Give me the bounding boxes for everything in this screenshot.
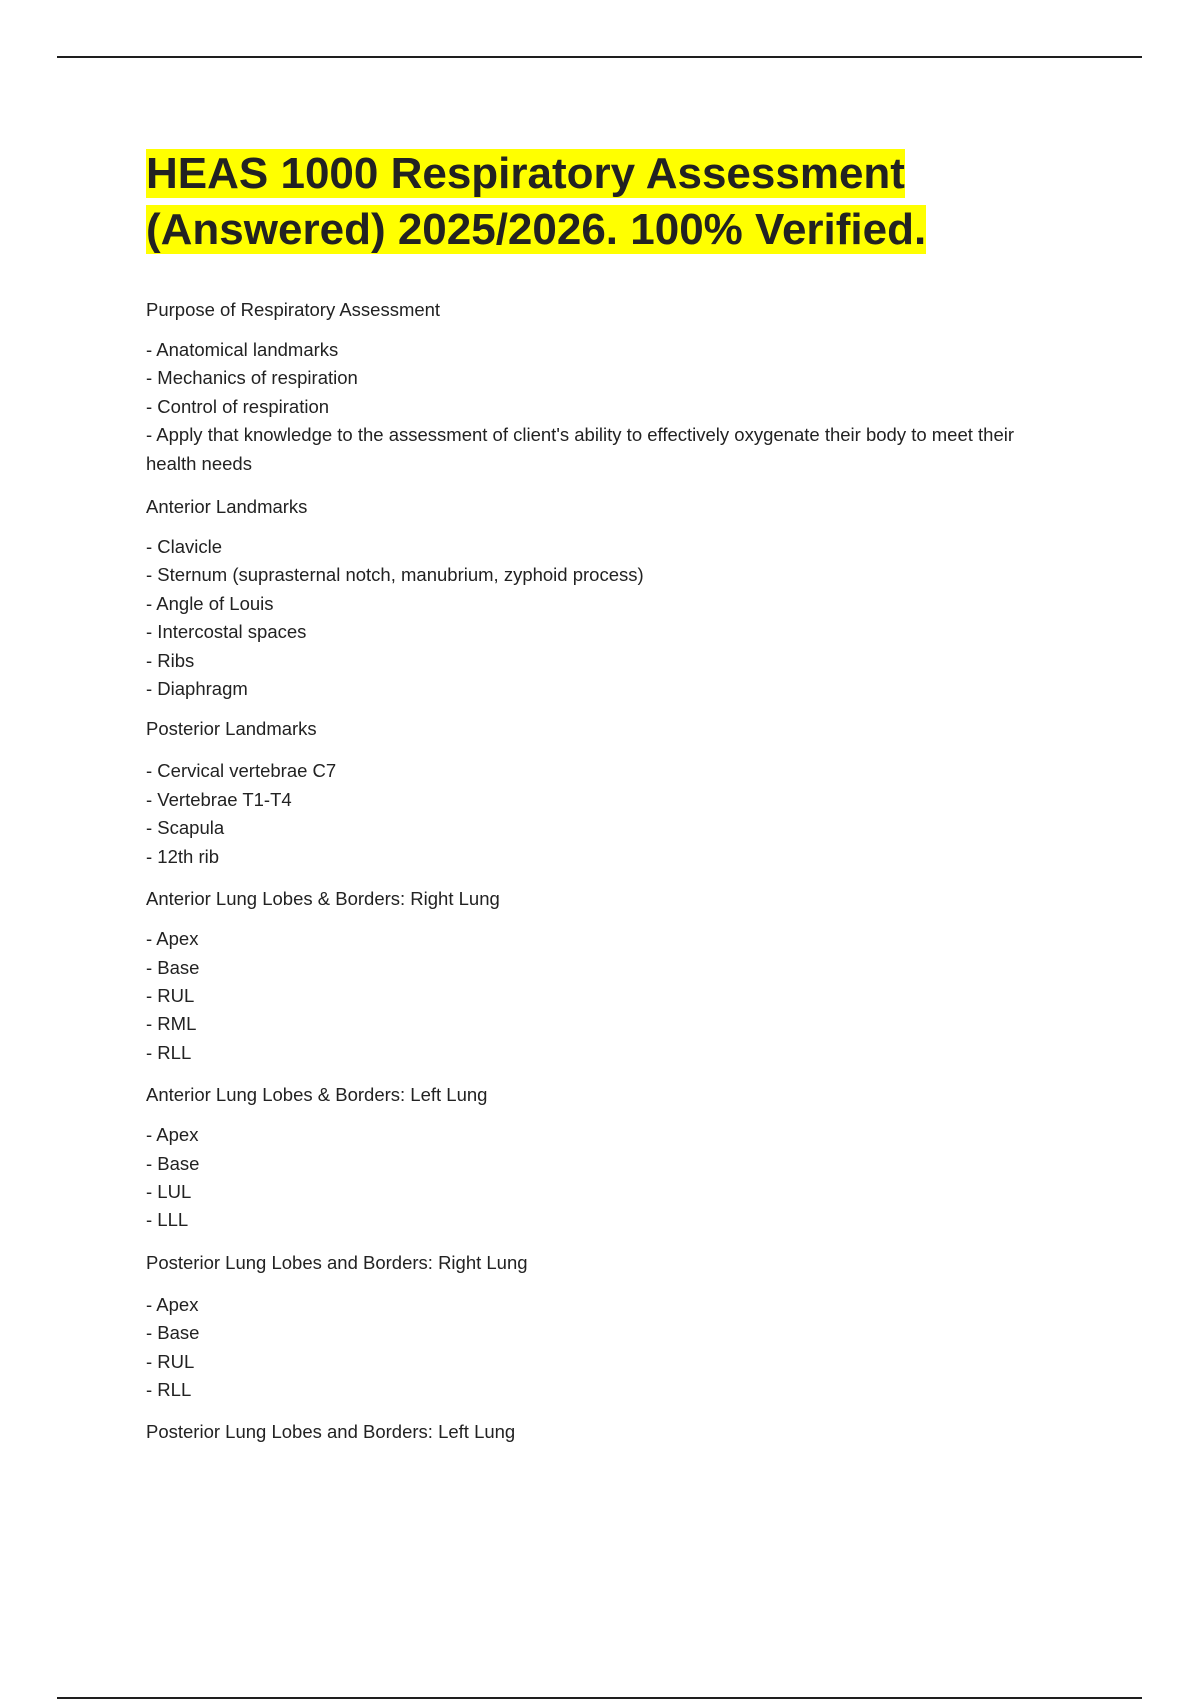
section-list bbox=[146, 925, 1046, 1067]
list-item: - RML bbox=[146, 1013, 197, 1035]
list-item: - RLL bbox=[146, 1378, 192, 1400]
header-rule bbox=[57, 56, 1142, 58]
section-anterior-right-lung bbox=[146, 885, 1046, 1067]
section-posterior-left-lung bbox=[146, 1418, 1046, 1446]
list-item: - LUL bbox=[146, 1180, 192, 1202]
section-purpose bbox=[146, 296, 1046, 478]
list-item: - Ribs bbox=[146, 649, 195, 671]
section-list bbox=[146, 533, 1046, 703]
list-item: - RLL bbox=[146, 1041, 192, 1063]
list-item: - Intercostal spaces bbox=[146, 621, 307, 643]
section-list bbox=[146, 1121, 1046, 1235]
list-item: - Base bbox=[146, 1152, 200, 1174]
list-item: - RUL bbox=[146, 984, 195, 1006]
list-item: - Base bbox=[146, 1322, 200, 1344]
list-item: - Base bbox=[146, 956, 200, 978]
list-item: - Apex bbox=[146, 1124, 199, 1146]
section-heading: Posterior Lung Lobes and Borders: Right Lung bbox=[146, 1251, 528, 1273]
document-body bbox=[146, 146, 1046, 1446]
list-item: - Cervical vertebrae C7 bbox=[146, 760, 337, 782]
section-list bbox=[146, 336, 1046, 478]
list-item: - RUL bbox=[146, 1350, 195, 1372]
section-heading: Posterior Lung Lobes and Borders: Left Lung bbox=[146, 1421, 516, 1443]
section-heading: Anterior Lung Lobes & Borders: Left Lung bbox=[146, 1084, 488, 1106]
section-anterior-landmarks bbox=[146, 493, 1046, 703]
list-item: - Angle of Louis bbox=[146, 592, 274, 614]
section-anterior-left-lung bbox=[146, 1081, 1046, 1235]
title-highlight: HEAS 1000 Respiratory Assessment (Answered) 2025/2026. 100% Verified. bbox=[146, 149, 927, 254]
list-item: - 12th rib bbox=[146, 845, 220, 867]
list-item: - Sternum (suprasternal notch, manubrium, zyphoid process) bbox=[146, 564, 644, 586]
section-posterior-landmarks bbox=[146, 715, 1046, 871]
list-item: - Vertebrae T1-T4 bbox=[146, 788, 292, 810]
section-heading: Posterior Landmarks bbox=[146, 718, 317, 740]
list-item: - Apex bbox=[146, 928, 199, 950]
section-posterior-right-lung bbox=[146, 1249, 1046, 1405]
list-item: - Mechanics of respiration bbox=[146, 367, 358, 389]
section-heading: Purpose of Respiratory Assessment bbox=[146, 299, 441, 320]
section-heading: Anterior Lung Lobes & Borders: Right Lung bbox=[146, 888, 500, 910]
list-item: - Clavicle bbox=[146, 536, 223, 558]
list-item: - Apex bbox=[146, 1293, 199, 1315]
list-item: - Control of respiration bbox=[146, 395, 330, 417]
footer-rule bbox=[57, 1697, 1142, 1699]
list-item: - Diaphragm bbox=[146, 678, 248, 700]
list-item: - LLL bbox=[146, 1209, 189, 1231]
document-title bbox=[146, 146, 1026, 258]
section-list bbox=[146, 757, 1046, 871]
list-item: - Scapula bbox=[146, 817, 225, 839]
list-item: - Apply that knowledge to the assessment of client's ability to effectively oxygenate their body to meet their health needs bbox=[146, 424, 1015, 474]
list-item: - Anatomical landmarks bbox=[146, 339, 339, 360]
section-list bbox=[146, 1291, 1046, 1405]
section-heading: Anterior Landmarks bbox=[146, 496, 308, 518]
